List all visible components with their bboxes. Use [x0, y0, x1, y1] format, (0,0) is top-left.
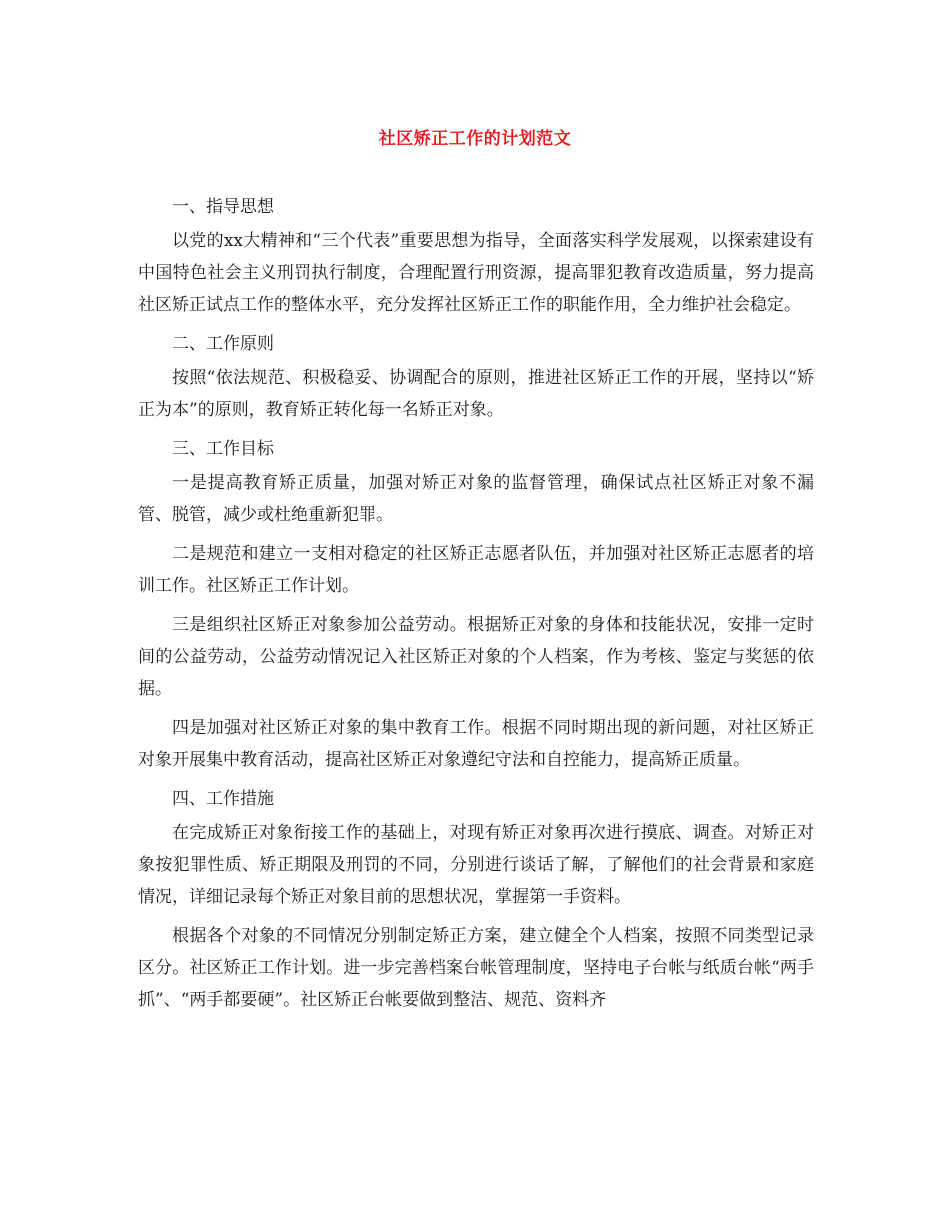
- paragraph-guiding-ideology: 以党的xx大精神和“三个代表”重要思想为指导，全面落实科学发展观，以探索建设有中国特色社会主义刑罚执行制度，合理配置行刑资源，提高罪犯教育改造质量，努力提高社区矫正试点工作的整体水平，充分发挥社区矫正工作的职能作用，全力维护社会稳定。: [138, 231, 814, 315]
- section-heading-work-measures: 四、工作措施: [172, 789, 274, 809]
- section-heading-work-goals: 三、工作目标: [172, 439, 274, 459]
- paragraph-goal-4: 四是加强对社区矫正对象的集中教育工作。根据不同时期出现的新问题，对社区矫正对象开展集中教育活动，提高社区矫正对象遵纪守法和自控能力，提高矫正质量。: [138, 718, 814, 770]
- document-title: 社区矫正工作的计划范文: [378, 129, 572, 149]
- section-heading-work-principles: 二、工作原则: [172, 334, 274, 354]
- paragraph-goal-3: 三是组织社区矫正对象参加公益劳动。根据矫正对象的身体和技能状况，安排一定时间的公益劳动，公益劳动情况记入社区矫正对象的个人档案，作为考核、鉴定与奖惩的依据。: [138, 615, 814, 699]
- paragraph-goal-2: 二是规范和建立一支相对稳定的社区矫正志愿者队伍，并加强对社区矫正志愿者的培训工作。社区矫正工作计划。: [138, 544, 814, 596]
- section-heading-guiding-ideology: 一、指导思想: [172, 197, 274, 217]
- paragraph-measure-2: 根据各个对象的不同情况分别制定矫正方案，建立健全个人档案，按照不同类型记录区分。社区矫正工作计划。进一步完善档案台帐管理制度，坚持电子台帐与纸质台帐“两手抓”、“两手都要硬”。社区矫正台帐要做到整洁、规范、资料齐: [138, 926, 814, 1010]
- document-body: [138, 191, 814, 1023]
- paragraph-measure-1: 在完成矫正对象衔接工作的基础上，对现有矫正对象再次进行摸底、调查。对矫正对象按犯罪性质、矫正期限及刑罚的不同，分别进行谈话了解，了解他们的社会背景和家庭情况，详细记录每个矫正对象目前的思想状况，掌握第一手资料。: [138, 823, 814, 907]
- paragraph-work-principles: 按照“依法规范、积极稳妥、协调配合的原则，推进社区矫正工作的开展，坚持以“矫正为本”的原则，教育矫正转化每一名矫正对象。: [138, 368, 814, 420]
- paragraph-goal-1: 一是提高教育矫正质量，加强对矫正对象的监督管理，确保试点社区矫正对象不漏管、脱管，减少或杜绝重新犯罪。: [138, 473, 814, 525]
